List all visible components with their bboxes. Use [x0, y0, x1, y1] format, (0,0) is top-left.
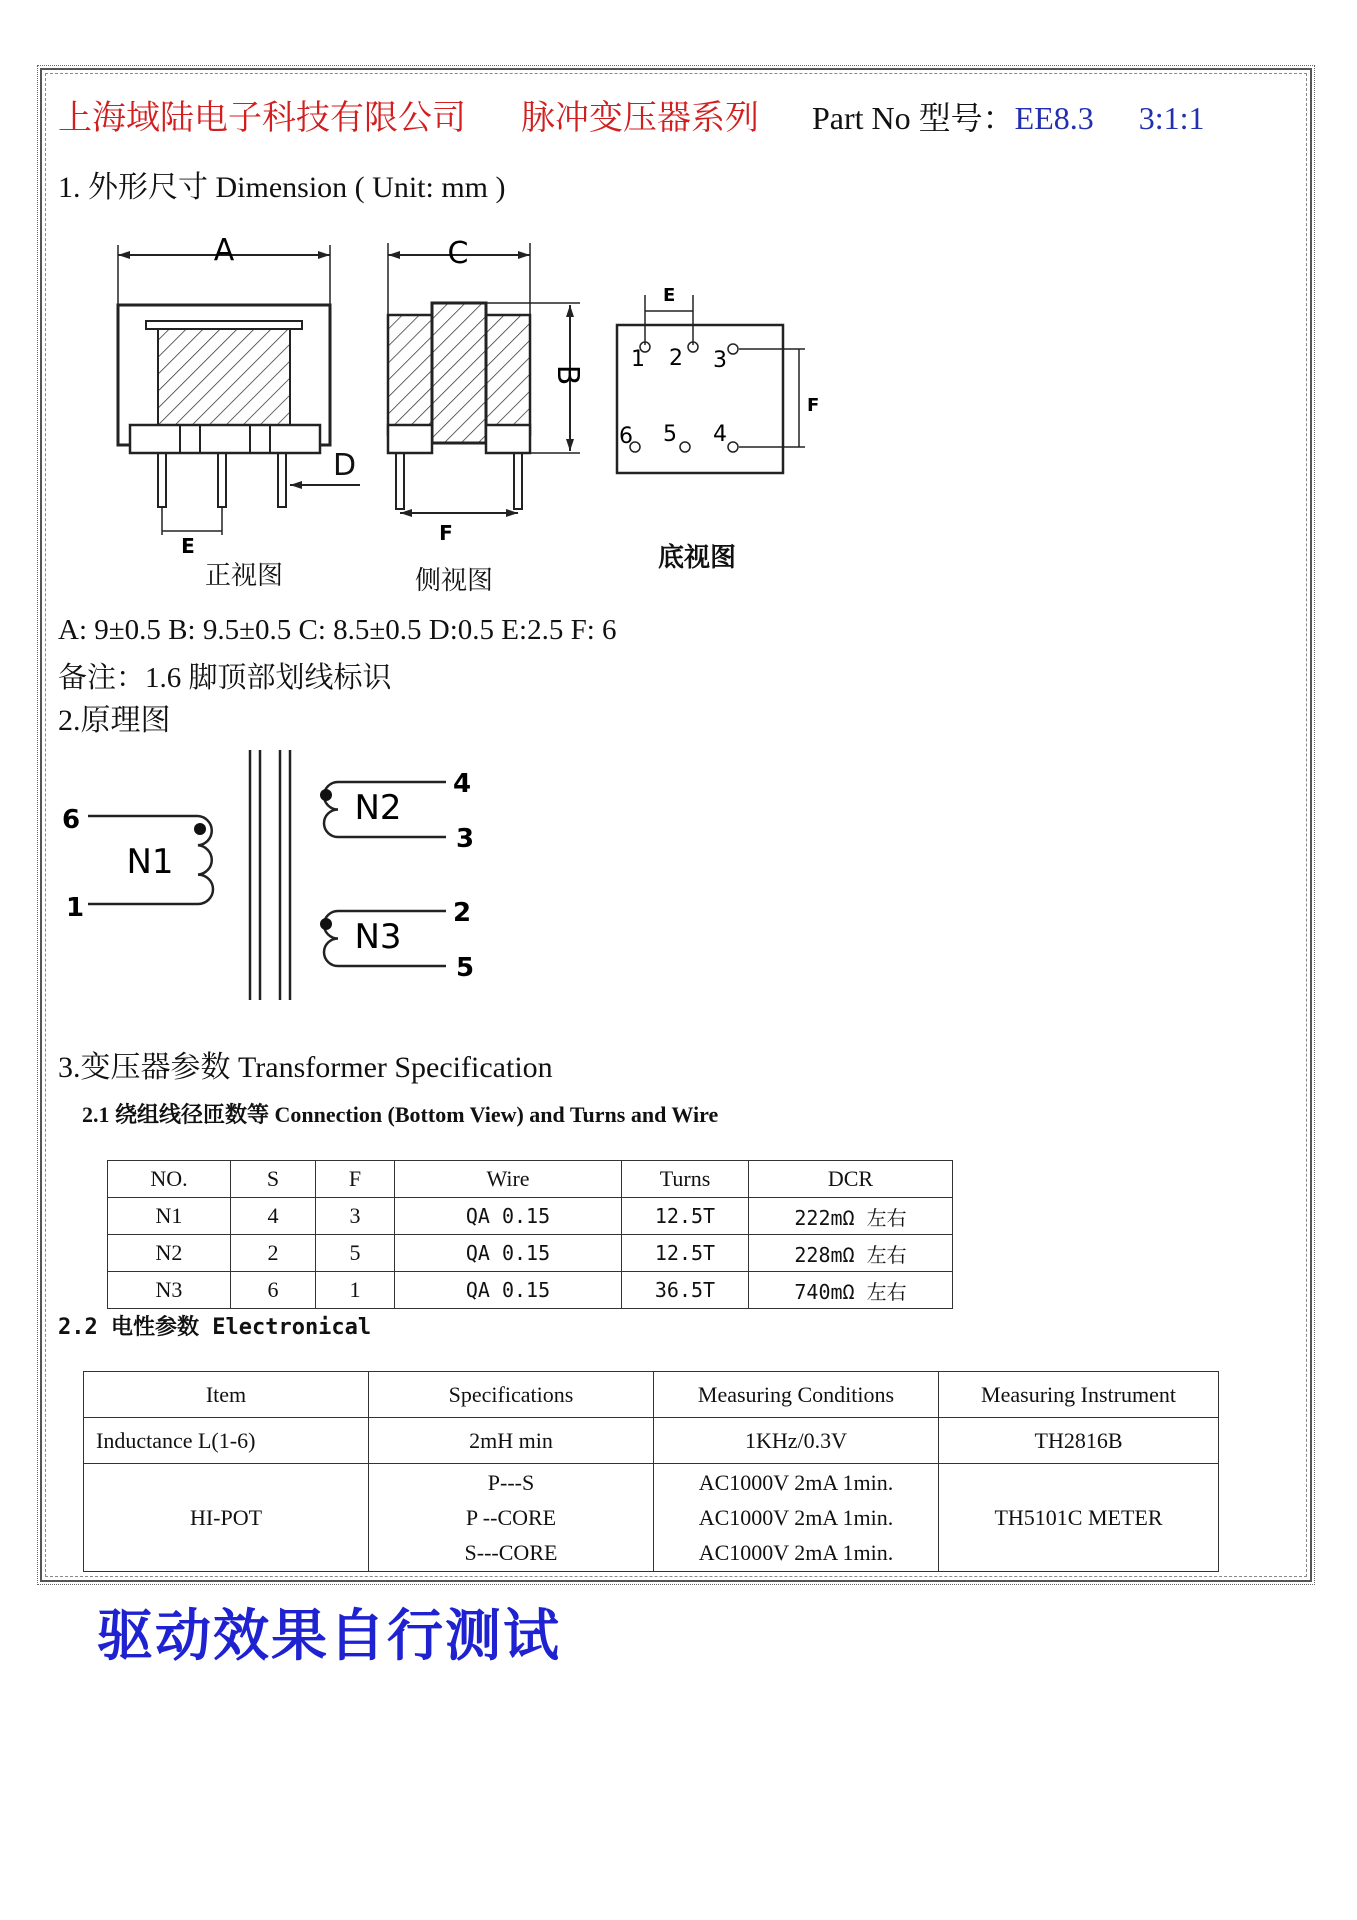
pin-6-label: 6 — [619, 424, 633, 449]
dim-b-label: B — [550, 364, 585, 386]
section1-title: 1. 外形尺寸 Dimension ( Unit: mm ) — [58, 171, 506, 204]
pin — [218, 453, 226, 507]
table-cell: 228mΩ 左右 — [749, 1235, 953, 1272]
table-cell: 1KHz/0.3V — [654, 1418, 939, 1464]
winding-table — [107, 1160, 953, 1309]
subsection-2-2-title — [58, 1310, 371, 1341]
table-row — [84, 1464, 1219, 1572]
bottom-view-label: 底视图 — [658, 543, 737, 572]
electrical-table — [83, 1371, 1219, 1572]
spec-line: P --CORE — [465, 1505, 557, 1530]
part-number: EE8.3 — [1014, 100, 1094, 136]
series-name: 脉冲变压器系列 — [521, 100, 759, 137]
table-header: Item — [84, 1372, 369, 1418]
bottom-view-drawing — [605, 275, 825, 480]
n1-label: N1 — [126, 842, 174, 882]
table-header-row — [84, 1372, 1219, 1418]
table-header: NO. — [108, 1161, 231, 1198]
table-row — [84, 1418, 1219, 1464]
n1-polarity-dot — [194, 823, 206, 835]
table-header: S — [231, 1161, 316, 1198]
table-row — [108, 1235, 953, 1272]
table-cell: 2mH min — [369, 1418, 654, 1464]
table-row — [108, 1272, 953, 1309]
table-cell: HI-POT — [84, 1464, 369, 1572]
part-label: Part No 型号： — [812, 100, 1015, 136]
table-row — [108, 1198, 953, 1235]
table-header: Turns — [622, 1161, 749, 1198]
dim-a-label: A — [213, 235, 235, 268]
pin-4-label: 4 — [453, 769, 472, 799]
table-cell: TH5101C METER — [939, 1464, 1219, 1572]
front-view-label: 正视图 — [205, 561, 284, 590]
bottom-dim-e-label: E — [663, 285, 676, 306]
bottom-dim-f-label: F — [807, 395, 820, 416]
company-name: 上海域陆电子科技有限公司 — [58, 100, 466, 137]
n2-polarity-dot — [320, 789, 332, 801]
table-cell: N3 — [108, 1272, 231, 1309]
n2-label: N2 — [354, 788, 402, 828]
section3-title: 3.变压器参数 Transformer Specification — [58, 1051, 553, 1084]
table-header: DCR — [749, 1161, 953, 1198]
table-cell: Inductance L(1-6) — [84, 1418, 369, 1464]
header — [58, 90, 1205, 139]
pin-3-label: 3 — [713, 348, 727, 373]
dimension-values: A: 9±0.5 B: 9.5±0.5 C: 8.5±0.5 D:0.5 E:2.5 F: 6 — [58, 614, 617, 646]
dim-c-label: C — [447, 236, 469, 271]
pin-4-label: 4 — [713, 422, 727, 447]
table-cell: QA 0.15 — [395, 1272, 622, 1309]
table-header: F — [316, 1161, 395, 1198]
side-view-drawing — [380, 235, 595, 565]
turns-ratio: 3:1:1 — [1138, 100, 1205, 136]
side-view-label: 侧视图 — [415, 566, 494, 595]
subsection-2-2-text: 2.2 电性参数 Electronical — [58, 1315, 372, 1340]
table-cell: 2 — [231, 1235, 316, 1272]
condition-line: AC1000V 2mA 1min. — [698, 1540, 894, 1565]
schematic-diagram — [58, 745, 498, 1005]
table-cell: 6 — [231, 1272, 316, 1309]
table-cell: 4 — [231, 1198, 316, 1235]
pin — [158, 453, 166, 507]
pin-2-label: 2 — [669, 346, 683, 371]
spec-line: P---S — [487, 1470, 535, 1495]
condition-line: AC1000V 2mA 1min. — [698, 1505, 894, 1530]
table-cell: 1 — [316, 1272, 395, 1309]
table-cell: 12.5T — [622, 1235, 749, 1272]
table-cell: 3 — [316, 1198, 395, 1235]
table-cell: 740mΩ 左右 — [749, 1272, 953, 1309]
table-cell: 5 — [316, 1235, 395, 1272]
table-cell — [369, 1464, 654, 1572]
pin-5-label: 5 — [456, 953, 475, 983]
dim-d-label: D — [333, 448, 357, 483]
footer-note: 驱动效果自行测试 — [97, 1604, 561, 1669]
table-cell: QA 0.15 — [395, 1198, 622, 1235]
table-header: Measuring Instrument — [939, 1372, 1219, 1418]
front-view-drawing — [110, 235, 370, 555]
table-header-row — [108, 1161, 953, 1198]
subsection-2-1-title: 2.1 绕组线径匝数等 Connection (Bottom View) and Turns and Wire — [82, 1102, 719, 1127]
section2-title: 2.原理图 — [58, 704, 171, 737]
table-cell: N2 — [108, 1235, 231, 1272]
n3-polarity-dot — [320, 918, 332, 930]
table-cell: 222mΩ 左右 — [749, 1198, 953, 1235]
table-cell: 36.5T — [622, 1272, 749, 1309]
table-header: Specifications — [369, 1372, 654, 1418]
table-cell: N1 — [108, 1198, 231, 1235]
table-cell: TH2816B — [939, 1418, 1219, 1464]
table-cell: QA 0.15 — [395, 1235, 622, 1272]
condition-line: AC1000V 2mA 1min. — [698, 1470, 894, 1495]
pin-2-label: 2 — [453, 898, 472, 928]
n3-label: N3 — [354, 917, 402, 957]
pin-6-label: 6 — [62, 805, 81, 835]
table-cell — [654, 1464, 939, 1572]
pin-3-label: 3 — [456, 824, 475, 854]
pin-1-label: 1 — [631, 347, 645, 372]
table-cell: 12.5T — [622, 1198, 749, 1235]
spec-line: S---CORE — [464, 1540, 558, 1565]
pin — [278, 453, 286, 507]
pin-1-label: 1 — [66, 893, 85, 923]
pin-5-label: 5 — [663, 422, 677, 447]
dim-e-label: E — [181, 534, 195, 555]
dim-f-label: F — [439, 521, 453, 545]
pin-mark-note: 备注：1.6 脚顶部划线标识 — [58, 662, 392, 694]
table-header: Measuring Conditions — [654, 1372, 939, 1418]
table-header: Wire — [395, 1161, 622, 1198]
